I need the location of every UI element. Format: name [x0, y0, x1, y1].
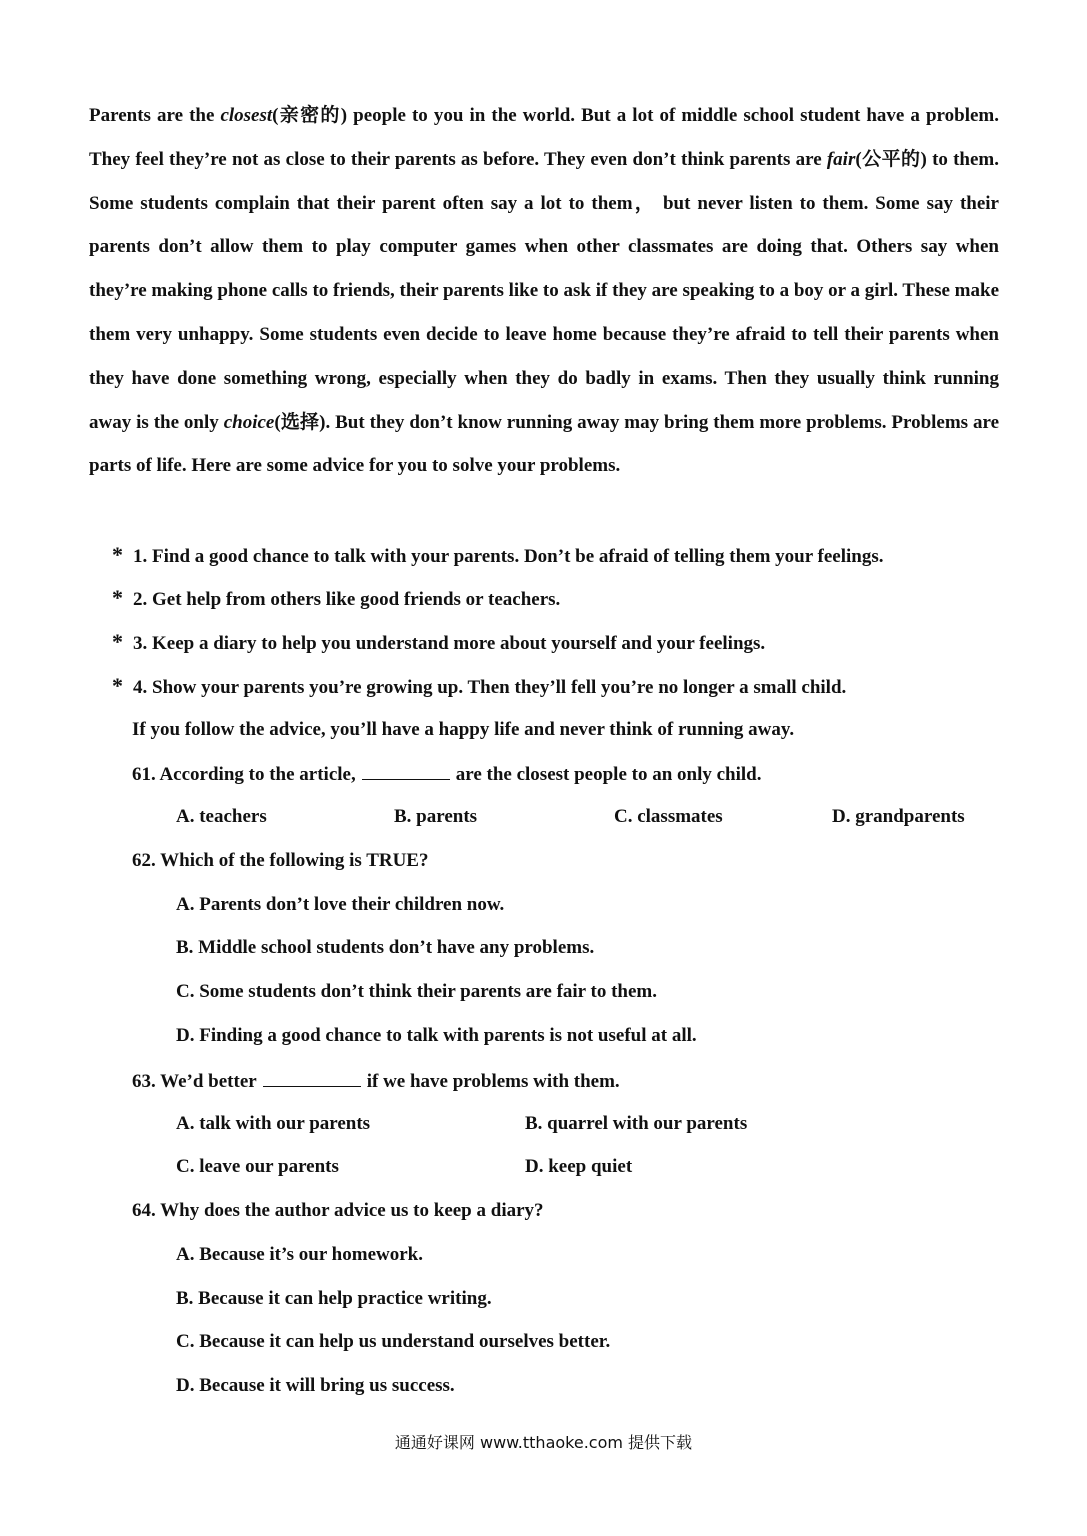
- star-bullet: *: [112, 585, 123, 610]
- advice-item-2: [112, 586, 560, 612]
- advice-text: 3. Keep a diary to help you understand more about yourself and your feelings.: [133, 633, 766, 654]
- question-stem: 63. We’d better: [132, 1071, 257, 1092]
- option-b: B. quarrel with our parents: [525, 1113, 748, 1134]
- option-c: C. classmates: [614, 806, 723, 827]
- passage-text: Parents are the: [89, 105, 221, 126]
- star-bullet: *: [112, 629, 123, 654]
- question-stem: 61. According to the article,: [132, 764, 356, 785]
- option-a: A. talk with our parents: [176, 1113, 371, 1134]
- star-bullet: *: [112, 542, 123, 567]
- question-stem: are the closest people to an only child.: [455, 764, 762, 785]
- glossed-word: choice: [223, 411, 275, 433]
- passage-paragraph: [89, 94, 999, 488]
- option-b: B. parents: [394, 806, 478, 827]
- option-a: A. Parents don’t love their children now.: [176, 894, 505, 915]
- option-d: D. Finding a good chance to talk with parents is not useful at all.: [176, 1025, 697, 1046]
- option-a: A. Because it’s our homework.: [176, 1244, 423, 1265]
- option-c: C. leave our parents: [176, 1156, 339, 1177]
- advice-text: 1. Find a good chance to talk with your parents. Don’t be afraid of telling them your feelings.: [133, 546, 884, 567]
- glossed-word: fair: [826, 148, 856, 170]
- question-64: 64. Why does the author advice us to keep a diary?: [132, 1200, 544, 1221]
- passage-text: to them. Some students complain that their parent often say a lot to them， but never listen to them. Some say their parents don’t allow them to play computer games when other classmates are doing that. Others say when they’re making phone calls to friends, their parents like to ask if they are speaking to a boy or a girl. These make them very unhappy. Some students even decide to leave home because they’re afraid to tell their parents when they have done something wrong, especially when they do badly in exams. Then they usually think running away is the only: [89, 148, 1000, 433]
- glossed-word: closest: [220, 105, 273, 126]
- advice-item-4: [112, 674, 846, 700]
- star-bullet: *: [112, 673, 123, 698]
- question-63: [132, 1068, 620, 1094]
- page-footer: 通通好课网 www.tthaoke.com 提供下载: [394, 1433, 693, 1452]
- option-d: D. Because it will bring us success.: [176, 1375, 455, 1396]
- closing-sentence: If you follow the advice, you’ll have a happy life and never think of running away.: [132, 719, 795, 740]
- option-b: B. Middle school students don’t have any problems.: [176, 937, 595, 958]
- answer-blank: [263, 1068, 361, 1087]
- passage-text: . But they don’t know running away may bring them more problems. Problems are parts of life. Here are some advice for you to solve your problems.: [89, 411, 999, 477]
- option-b: B. Because it can help practice writing.: [176, 1288, 492, 1309]
- question-stem: if we have problems with them.: [366, 1071, 620, 1092]
- option-c: C. Because it can help us understand ourselves better.: [176, 1331, 611, 1352]
- advice-item-1: [112, 543, 884, 569]
- option-c: C. Some students don’t think their parents are fair to them.: [176, 981, 657, 1002]
- answer-blank: [362, 761, 450, 780]
- option-d: D. keep quiet: [525, 1156, 633, 1177]
- passage-text: people to you in the world. But a lot of middle school student have a problem. They feel they’re not as close to their parents as before. They even don’t think parents are: [89, 105, 999, 170]
- gloss: (亲密的): [272, 105, 348, 126]
- advice-item-3: [112, 630, 765, 656]
- question-61: [132, 761, 762, 787]
- gloss: (选择): [274, 411, 326, 433]
- option-a: A. teachers: [176, 806, 267, 827]
- reading-passage: [89, 94, 999, 488]
- gloss: (公平的): [855, 148, 927, 170]
- advice-text: 4. Show your parents you’re growing up. Then they’ll fell you’re no longer a small child.: [133, 677, 847, 698]
- question-62: 62. Which of the following is TRUE?: [132, 850, 429, 871]
- option-d: D. grandparents: [832, 806, 965, 827]
- advice-text: 2. Get help from others like good friends or teachers.: [133, 589, 561, 610]
